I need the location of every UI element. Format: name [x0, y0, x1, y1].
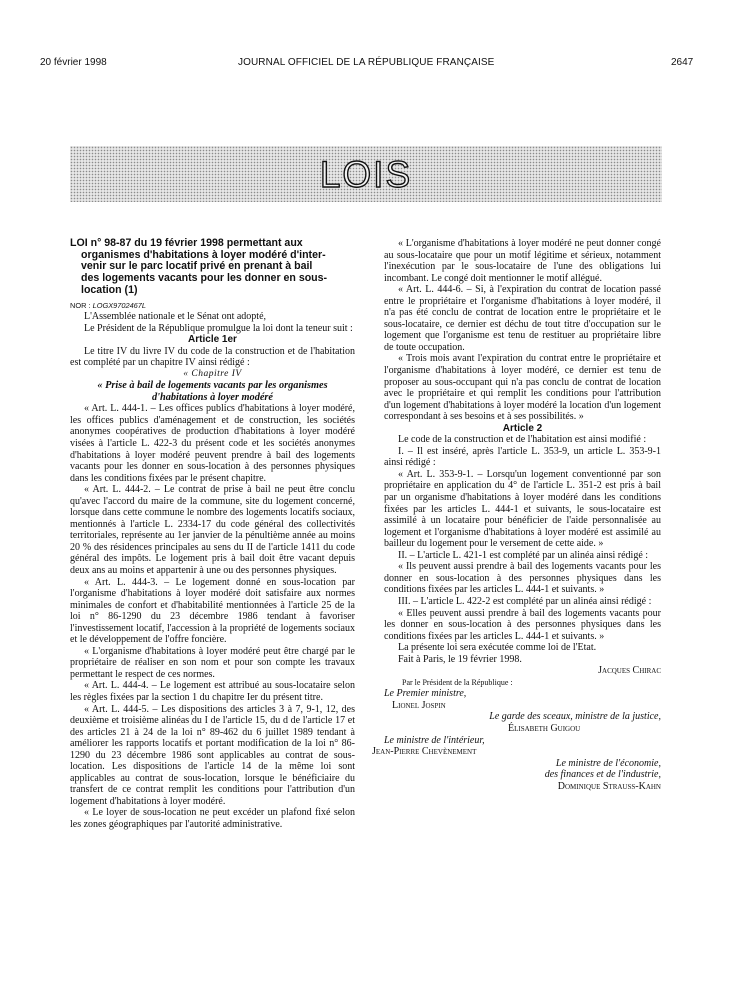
- article-paragraph: « L'organisme d'habitations à loyer modéré peut être chargé par le propriétaire de réaliser en son nom et pour son compte les travaux permettant le respect de ces normes.: [70, 645, 355, 680]
- preamble-line: L'Assemblée nationale et le Sénat ont adopté,: [84, 311, 267, 323]
- signature-justice: Élisabeth Guigou: [508, 722, 581, 734]
- article-paragraph: II. – L'article L. 421-1 est complété par un alinéa ainsi rédigé :: [398, 549, 649, 561]
- nor-label: NOR :: [70, 300, 91, 310]
- article-paragraph: « Art. L. 444-1. – Les offices publics d'habitations à loyer modéré, les offices publics d'aménagement et de construction, les sociétés anonymes coopératives de production d'habitations à loyer modéré visées à l'article L. 422-3 du présent code et les sociétés anonymes d'habitations à loyer modéré peuvent prendre à bail des logements vacants pour les donner en sous-location à des personnes physiques dans les conditions fixées par le présent chapitre.: [70, 403, 355, 484]
- article-paragraph: III. – L'article L. 422-2 est complété par un alinéa ainsi rédigé :: [398, 595, 652, 607]
- signature-president: Jacques Chirac: [598, 665, 661, 677]
- signature-interior: Jean-Pierre Chevènement: [372, 746, 477, 758]
- chapter-heading: « Chapitre IV: [183, 368, 242, 379]
- article-paragraph: Le code de la construction et de l'habitation est ainsi modifié :: [398, 434, 647, 446]
- article-paragraph: « L'organisme d'habitations à loyer modéré ne peut donner congé au sous-locataire que pour un motif légitime et sérieux, notamment l'inexécution par le sous-locataire de l'une des obligations lui incombant. Le congé doit mentionner le motif allégué.: [384, 238, 661, 284]
- enactment-clause: La présente loi sera exécutée comme loi de l'Etat.: [398, 642, 597, 654]
- right-column: [372, 238, 661, 792]
- article-paragraph: « Ils peuvent aussi prendre à bail des logements vacants pour les donner en sous-location à des personnes physiques dans les conditions fixées par les articles L. 444-1 et suivants. »: [384, 561, 661, 596]
- law-title-line: organismes d'habitations à loyer modéré d'inter-: [81, 248, 326, 261]
- signature-economy-title: Le ministre de l'économie,: [555, 757, 661, 769]
- law-title-line: location (1): [81, 283, 138, 296]
- signature-interior-title: Le ministre de l'intérieur,: [384, 734, 485, 746]
- article-paragraph: « Trois mois avant l'expiration du contrat entre le propriétaire et l'organisme d'habitations à loyer modéré, ce dernier est tenu de proposer au sous-occupant qui n'a pas conclu de contrat de location avec le propriétaire et qui remplit les conditions pour l'attribution d'un logement d'habitations à loyer modéré la location d'un logement correspondant à ses besoins et à ses possibilités. »: [384, 353, 661, 423]
- page-header: [0, 57, 731, 71]
- law-title-line: venir sur le parc locatif privé en prenant à bail: [81, 260, 313, 273]
- header-page-number: 2647: [671, 57, 694, 68]
- article-paragraph: « Art. L. 444-2. – Le contrat de prise à bail ne peut être conclu qu'avec l'accord du maire de la commune, site du logement concerné, lorsque dans cette commune le nombre des logements locatifs sociaux, mentionnés à l'article L. 2334-17 du code général des collectivités territoriales, représente au 1er janvier de la pénultième année au moins 20 % des résidences principales au sens du II de l'article 1411 du code général des impôts. Le logement pris à bail doit être vacant depuis deux ans au moins et appartenir à une ou des personnes physiques.: [70, 484, 355, 576]
- law-title: [70, 238, 355, 297]
- article-2-heading: Article 2: [502, 422, 543, 434]
- section-banner: [70, 146, 662, 202]
- nor-code: LOGX9702467L: [92, 300, 147, 310]
- article-paragraph: « Elles peuvent aussi prendre à bail des logements vacants pour les donner en sous-location à des personnes physiques dans les conditions fixées par les articles L. 444-1 et suivants. »: [384, 607, 661, 642]
- preamble-line: Le Président de la République promulgue la loi dont la teneur suit :: [84, 322, 353, 334]
- nor-reference: [70, 300, 355, 312]
- article-paragraph: I. – Il est inséré, après l'article L. 353-9, un article L. 353-9-1 ainsi rédigé :: [384, 445, 661, 469]
- law-title-line: LOI n° 98-87 du 19 février 1998 permettant aux: [70, 237, 303, 249]
- signature-by-president: Par le Président de la République :: [402, 677, 513, 687]
- article-paragraph: « Art. L. 444-5. – Les dispositions des articles 3 à 7, 9-1, 12, des deuxième et troisième alinéas du I de l'article 15, du d de l'article 17 et des articles 21 à 24 de la loi n° 89-462 du 6 juillet 1989 tendant à améliorer les rapports locatifs et portant modification de la loi n° 86-1290 du 23 décembre 1986 sont applicables au contrat de sous-location. Les dispositions de l'article 14 de la même loi sont applicables au contrat de sous-location, lorsque le bénéficiaire du transfert de ce contrat remplit les conditions pour l'attribution d'un logement d'habitations à loyer modéré.: [70, 703, 355, 807]
- signature-economy-title: des finances et de l'industrie,: [544, 769, 661, 781]
- signature-pm-title: Le Premier ministre,: [384, 688, 467, 700]
- header-date: 20 février 1998: [40, 57, 107, 68]
- law-title-line: des logements vacants pour les donner en sous-: [81, 272, 328, 285]
- section-title: LOIS: [319, 154, 413, 195]
- signature-pm: Lionel Jospin: [392, 699, 446, 711]
- article-paragraph: « Art. L. 444-6. – Si, à l'expiration du contrat de location passé entre le propriétaire et l'organisme d'habitations à loyer modéré, il n'a pas été conclu de contrat de location entre le propriétaire et le sous-locataire, ce dernier est déchu de tout titre d'occupation sur le logement que l'organisme est tenu de restituer au propriétaire libre de toute occupation.: [384, 284, 661, 353]
- date-place: Fait à Paris, le 19 février 1998.: [398, 653, 522, 665]
- article-paragraph: « Art. L. 444-4. – Le logement est attribué au sous-locataire selon les règles fixées par la section 1 du chapitre Ier du présent titre.: [70, 680, 355, 704]
- header-journal-title: JOURNAL OFFICIEL DE LA RÉPUBLIQUE FRANÇAISE: [238, 57, 495, 68]
- article-paragraph: « Art. L. 353-9-1. – Lorsqu'un logement conventionné par son propriétaire en application du 4° de l'article L. 351-2 est pris à bail par un organisme d'habitations à loyer modéré dans les conditions fixées par les articles L. 444-1 et suivants, le sous-locataire est assimilé à un locataire pour bénéficier de l'aide personnalisée au logement et l'organisme d'habitations à loyer modéré est assimilé au bailleur du logement pour le versement de cette aide. »: [384, 468, 661, 550]
- left-column: [70, 238, 355, 831]
- article-1-heading: Article 1er: [188, 334, 237, 346]
- signature-justice-title: Le garde des sceaux, ministre de la justice,: [489, 711, 661, 723]
- article-1-intro: Le titre IV du livre IV du code de la construction et de l'habitation est complété par un chapitre IV ainsi rédigé :: [70, 345, 355, 369]
- signature-economy: Dominique Strauss-Kahn: [557, 780, 661, 792]
- chapter-title: « Prise à bail de logements vacants par les organismes d'habitations à loyer modéré: [97, 380, 328, 403]
- article-paragraph: « Le loyer de sous-location ne peut excéder un plafond fixé selon les zones géographiques par l'autorité administrative.: [70, 807, 355, 831]
- article-paragraph: « Art. L. 444-3. – Le logement donné en sous-location par l'organisme d'habitations à loyer modéré doit satisfaire aux normes minimales de confort et d'habitabilité mentionnées à l'article 25 de la loi n° 86-1290 du 23 décembre 1986 tendant à favoriser l'investissement locatif, l'accession à la propriété de logements sociaux et le développement de l'offre foncière.: [70, 576, 355, 646]
